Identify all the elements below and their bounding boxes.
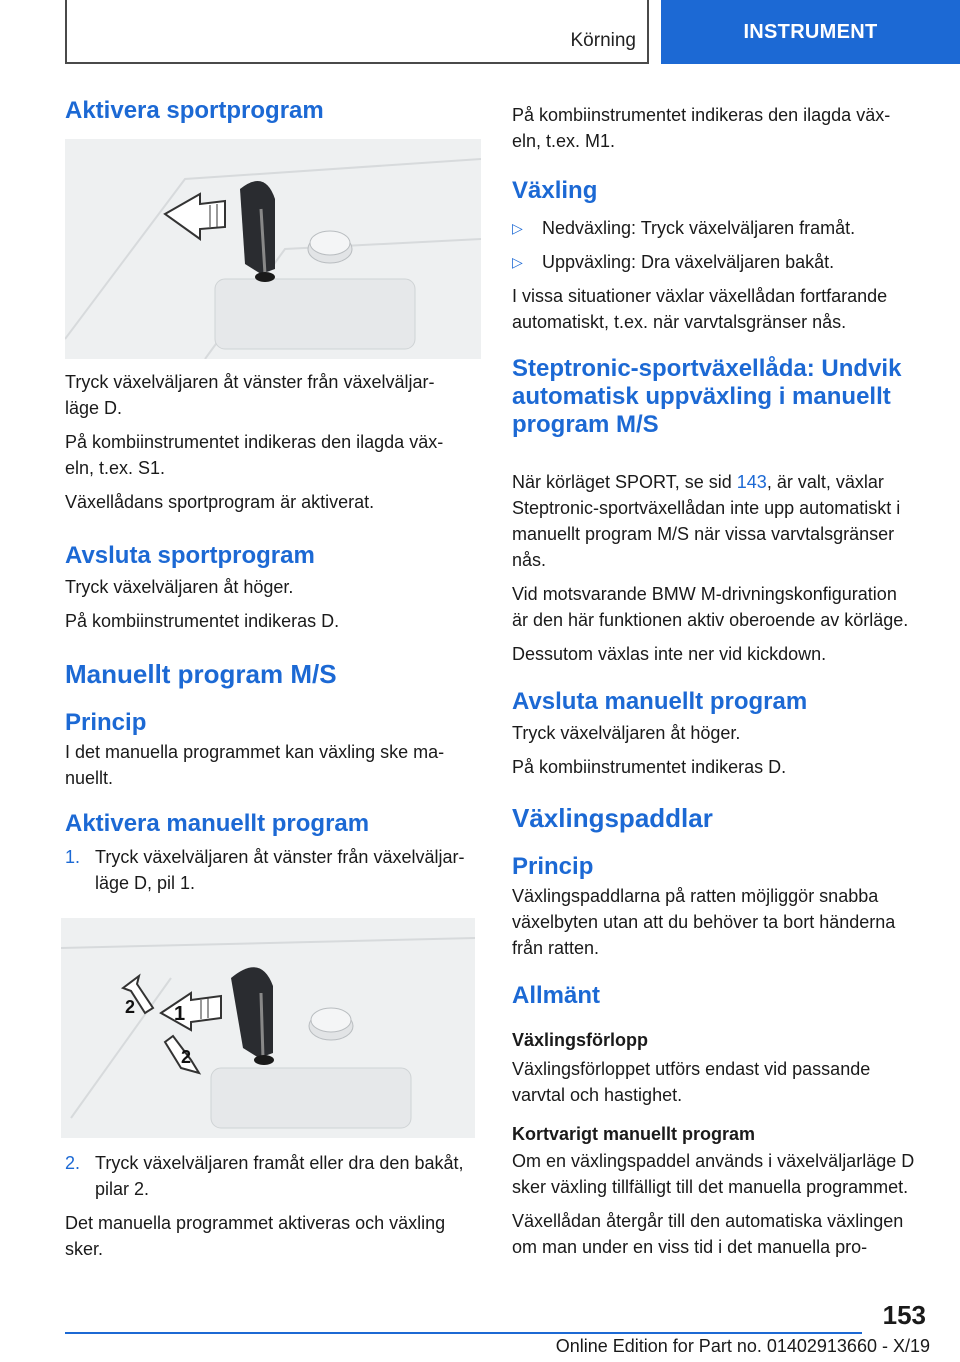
paragraph-auto-shift: I vissa situationer växlar växellådan fortfarande automatiskt, t.ex. när varvtalsgränser nås. [512,286,888,332]
paragraph-return-auto: Växellådan återgår till den automatiska växlingen om man under en viss tid i det manuella pro- [512,1211,904,1257]
heading-shift-sequence: Växlingsförlopp [512,1030,649,1050]
heading-paddles: Växlingspaddlar [512,803,713,833]
bullet-downshift-text: Nedväxling: Tryck växelväljaren framåt. [542,218,856,238]
header-section-title: Körning [570,30,636,51]
paragraph-sport-activated: Växellådans sportprogram är aktiverat. [65,492,375,512]
page-link-143[interactable]: 143 [736,472,767,492]
step-1-text: Tryck växelväljaren åt vänster från växelväljar- läge D, pil 1. [95,847,465,893]
paragraph-shift-sequence: Växlingsförloppet utförs endast vid passande varvtal och hastighet. [512,1059,871,1105]
heading-activate-sport: Aktivera sportprogram [65,97,324,124]
heading-exit-sport: Avsluta sportprogram [65,542,315,569]
paragraph-bmw-m: Vid motsvarande BMW M-drivningskonfiguration är den här funktionen aktiv oberoende av körläge. [512,584,909,630]
paragraph-steptronic-pre: När körläget SPORT, se sid [512,472,737,492]
step-2-text: Tryck växelväljaren framåt eller dra den bakåt, pilar 2. [95,1153,464,1199]
step-1-number: 1. [65,847,81,867]
paragraph-press-left: Tryck växelväljaren åt vänster från växelväljar- läge D. [65,372,435,418]
paragraph-press-right-2: Tryck växelväljaren åt höger. [512,723,741,743]
heading-exit-manual: Avsluta manuellt program [512,688,808,715]
right-column [512,102,932,1268]
header-chapter-tab[interactable]: INSTRUMENT [661,0,960,64]
paragraph-temporary-manual: Om en växlingspaddel används i växelväljarläge D sker växling tillfälligt till det manuella programmet. [512,1151,915,1197]
gear-selector-drawing-1 [65,139,481,359]
heading-steptronic: Steptronic-sportväxellåda: Undvik automatisk uppväxling i manuellt program M/S [512,355,902,438]
paragraph-kickdown: Dessutom växlas inte ner vid kickdown. [512,644,827,664]
heading-principle: Princip [65,709,147,736]
heading-activate-manual: Aktivera manuellt program [65,810,370,837]
arrow-label-2-upper: 2 [125,997,136,1017]
paragraph-gear-indicated-m1: På kombiinstrumentet indikeras den ilagda väx- eln, t.ex. M1. [512,105,891,151]
arrow-label-2-lower: 2 [181,1047,192,1067]
bullet-upshift-text: Uppväxling: Dra växelväljaren bakåt. [542,252,835,272]
bullet-upshift [512,249,932,275]
footer-edition: Online Edition for Part no. 01402913660 - X/19 [555,1336,930,1356]
paragraph-indicated-d: På kombiinstrumentet indikeras D. [65,611,340,631]
bullet-triangle-icon: ▷ [512,220,523,236]
paragraph-press-right: Tryck växelväljaren åt höger. [65,577,294,597]
step-1 [65,844,483,896]
arrow-label-1: 1 [174,1003,186,1025]
heading-shifting: Växling [512,177,598,204]
heading-general: Allmänt [512,982,601,1009]
page-number: 153 [882,1300,926,1330]
heading-temporary-manual: Kortvarigt manuellt program [512,1124,756,1144]
gear-selector-illustration-2 [61,918,475,1138]
gear-selector-illustration-1 [65,139,481,359]
paragraph-steptronic-post: , är valt, växlar Steptronic-sportväxellådan inte upp automatiskt i manuellt program M/S när vissa varvtalsgränser nås. [512,472,901,570]
heading-principle-2: Princip [512,853,594,880]
paragraph-paddles: Växlingspaddlarna på ratten möjliggör snabba växelbyten utan att du behöver ta bort händerna från ratten. [512,886,896,958]
bullet-triangle-icon: ▷ [512,254,523,270]
step-2-number: 2. [65,1153,81,1173]
footer-divider [65,1332,862,1334]
bullet-downshift [512,215,932,241]
gear-selector-drawing-2 [61,918,475,1138]
paragraph-steptronic [512,443,932,573]
paragraph-manual-shift: I det manuella programmet kan växling ske ma- nuellt. [65,742,445,788]
left-column [65,96,483,1270]
paragraph-indicated-d-2: På kombiinstrumentet indikeras D. [512,757,787,777]
paragraph-manual-activated: Det manuella programmet aktiveras och växling sker. [65,1213,446,1259]
heading-manual-program: Manuellt program M/S [65,659,337,689]
paragraph-gear-indicated-s1: På kombiinstrumentet indikeras den ilagda väx- eln, t.ex. S1. [65,432,444,478]
step-2 [65,1150,483,1202]
